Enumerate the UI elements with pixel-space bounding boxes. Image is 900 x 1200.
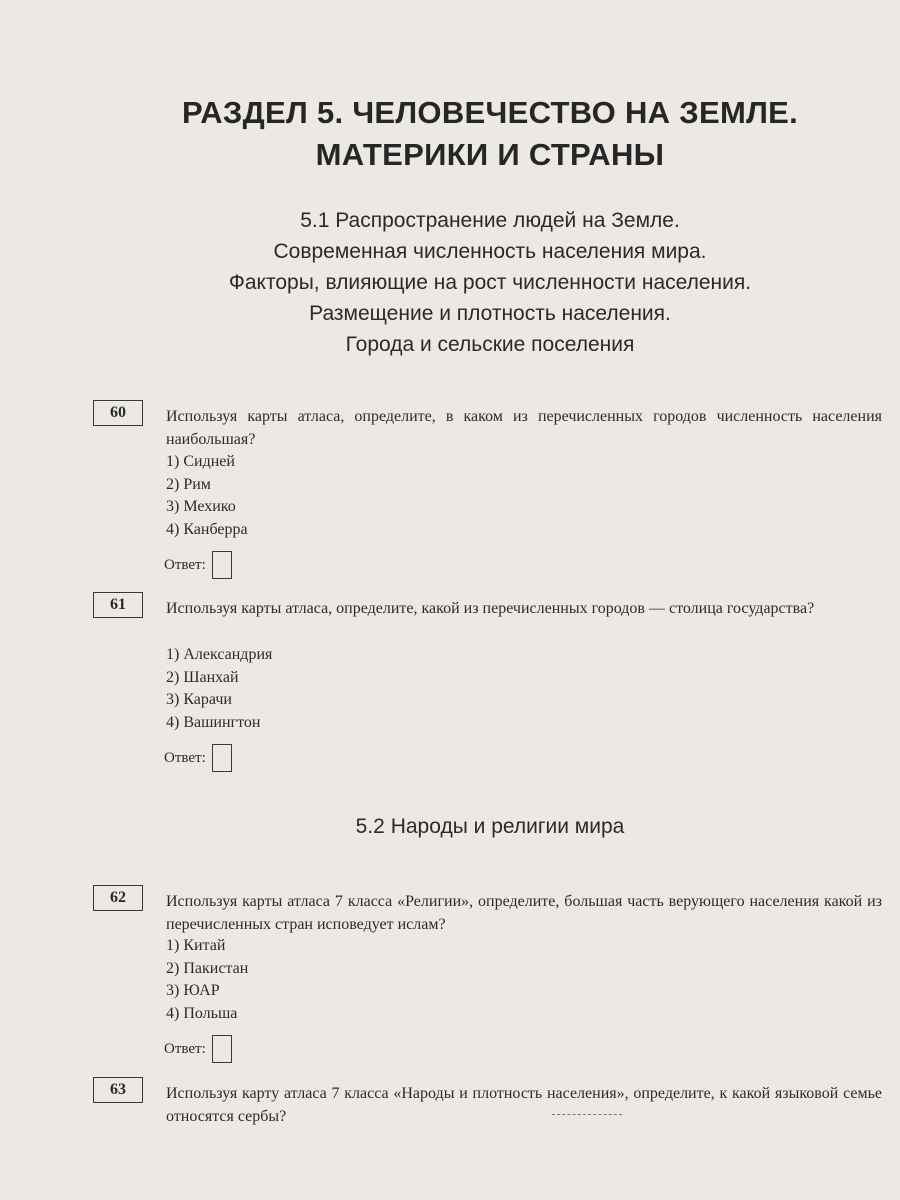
answer-line — [552, 1114, 622, 1115]
question-63-text: Используя карту атласа 7 класса «Народы и плотность населения», определите, к какой языковой семье относятся сербы? — [166, 1085, 882, 1125]
question-61-answer-box[interactable] — [212, 744, 232, 772]
chapter-title-line-1: РАЗДЕЛ 5. ЧЕЛОВЕЧЕСТВО НА ЗЕМЛЕ. — [181, 95, 799, 130]
question-60-answer — [164, 551, 232, 579]
question-60-options — [166, 451, 248, 541]
section-5-1-line-4: Размещение и плотность населения. — [309, 302, 671, 325]
question-62-options — [166, 935, 248, 1025]
question-62-number: 62 — [93, 885, 143, 911]
question-62-text: Используя карты атласа 7 класса «Религии», определите, большая часть верующего населения какой из перечисленных стран исповедует ислам? — [166, 893, 882, 933]
question-61-option-1: 1) Александрия — [166, 646, 273, 663]
question-61-option-2: 2) Шанхай — [166, 668, 239, 686]
question-61-options — [166, 644, 272, 734]
question-62-answer-box[interactable] — [212, 1035, 232, 1063]
question-62-answer — [164, 1035, 232, 1063]
question-62-option-4: 4) Польша — [166, 1004, 238, 1022]
question-60-option-4: 4) Канберра — [166, 520, 248, 538]
question-61-option-4: 4) Вашингтон — [166, 713, 261, 731]
question-61-number: 61 — [93, 592, 143, 618]
answer-label: Ответ: — [164, 556, 206, 573]
chapter-title — [100, 92, 880, 176]
question-60-option-1: 1) Сидней — [166, 453, 235, 470]
question-60-text: Используя карты атласа, определите, в каком из перечисленных городов численность населения наибольшая? — [166, 408, 882, 448]
question-63-number: 63 — [93, 1077, 143, 1103]
section-5-1-line-2: Современная численность населения мира. — [273, 240, 707, 263]
question-62-option-3: 3) ЮАР — [166, 982, 220, 999]
section-5-1-heading — [100, 205, 880, 360]
question-60-option-2: 2) Рим — [166, 475, 211, 493]
chapter-title-line-2: МАТЕРИКИ И СТРАНЫ — [315, 137, 665, 172]
section-5-1-line-1: 5.1 Распространение людей на Земле. — [300, 209, 680, 232]
section-5-1-line-5: Города и сельские поселения — [345, 333, 635, 356]
question-60-option-3: 3) Мехико — [166, 498, 236, 515]
question-62-option-1: 1) Китай — [166, 937, 226, 954]
question-62-option-2: 2) Пакистан — [166, 959, 249, 977]
section-5-2-line-1: 5.2 Народы и религии мира — [355, 815, 625, 838]
question-60-answer-box[interactable] — [212, 551, 232, 579]
question-61-option-3: 3) Карачи — [166, 691, 232, 708]
answer-label: Ответ: — [164, 749, 206, 766]
answer-label: Ответ: — [164, 1040, 206, 1057]
question-61-text: Используя карты атласа, определите, какой из перечисленных городов — столица государства? — [166, 600, 815, 617]
question-60-number: 60 — [93, 400, 143, 426]
section-5-2-heading — [100, 811, 880, 842]
section-5-1-line-3: Факторы, влияющие на рост численности населения. — [228, 271, 752, 294]
question-61-answer — [164, 744, 232, 772]
